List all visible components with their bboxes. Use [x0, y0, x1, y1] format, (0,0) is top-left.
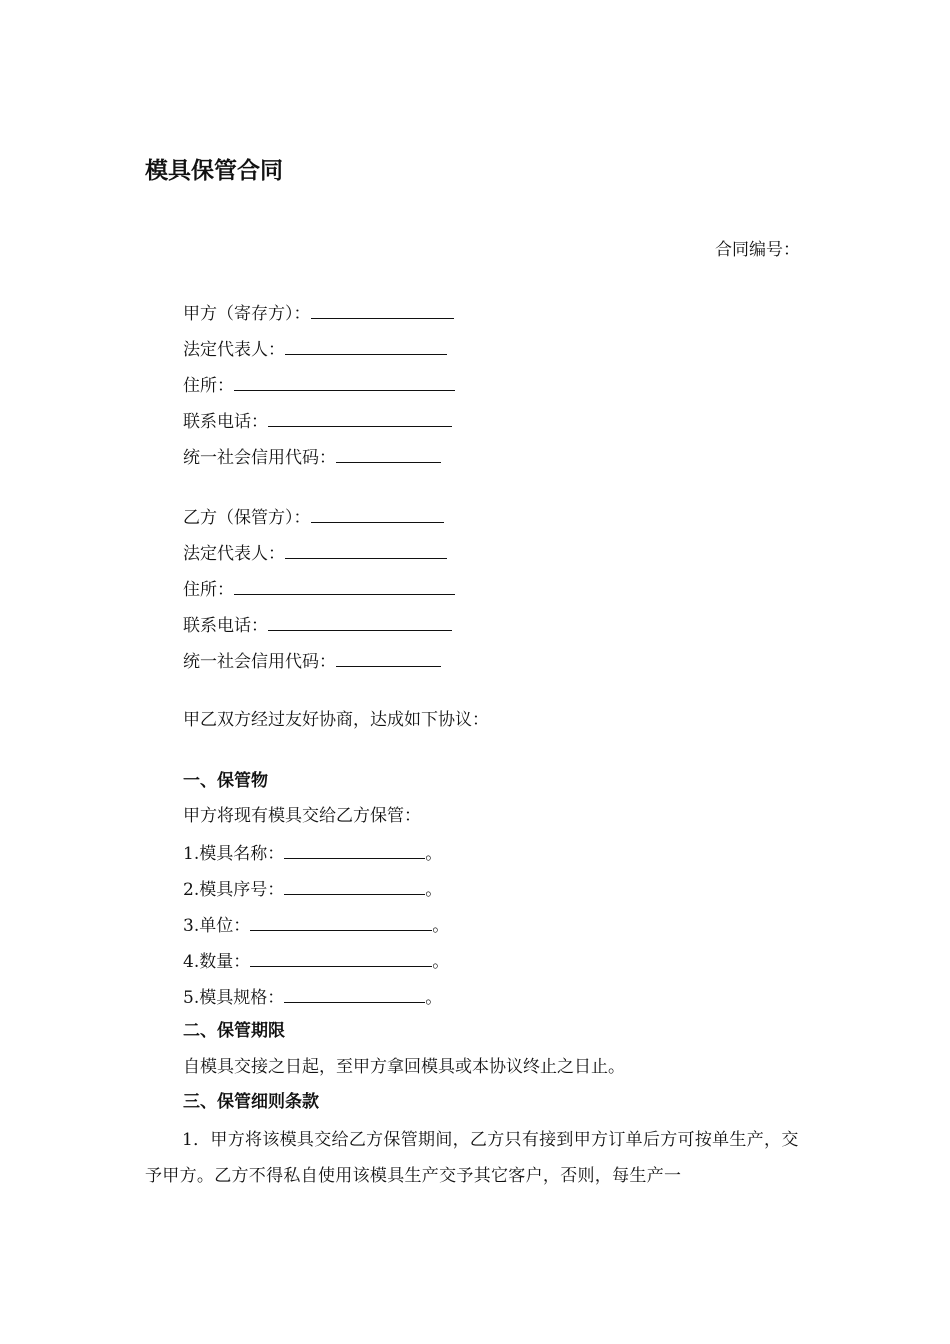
party-a-credit-code-blank[interactable] [336, 442, 441, 463]
item-label: 1.模具名称： [183, 844, 285, 864]
party-a-legal-rep-blank[interactable] [285, 334, 447, 355]
party-b-legal-rep-blank[interactable] [285, 538, 447, 559]
intro-text: 甲乙双方经过友好协商，达成如下协议： [183, 710, 489, 730]
party-b-credit-code-blank[interactable] [336, 646, 441, 667]
item-row-quantity [183, 946, 449, 976]
party-a-phone-row [183, 406, 452, 436]
party-a-address-label: 住所： [183, 376, 234, 396]
party-b-heading: 乙方（保管方）： [183, 508, 311, 528]
item-blank[interactable] [250, 946, 432, 967]
party-a-blank[interactable] [311, 298, 454, 319]
item-blank[interactable] [250, 910, 432, 931]
party-b-legal-rep-label: 法定代表人： [183, 544, 285, 564]
item-label: 5.模具规格： [183, 988, 285, 1008]
item-row-mold-serial [183, 874, 442, 904]
item-end: 。 [432, 916, 450, 936]
party-b-phone-row [183, 610, 452, 640]
item-end: 。 [425, 844, 443, 864]
section3-clause1: 1．甲方将该模具交给乙方保管期间，乙方只有接到甲方订单后方可按单生产，交予甲方。乙方不得私自使用该模具生产交予其它客户，否则，每生产一 [145, 1130, 799, 1186]
item-row-spec [183, 982, 442, 1012]
section1-lead: 甲方将现有模具交给乙方保管： [183, 806, 421, 826]
contract-number-label: 合同编号： [715, 240, 800, 260]
party-a-address-row [183, 370, 455, 400]
item-label: 4.数量： [183, 952, 251, 972]
party-b-legal-rep-row [183, 538, 447, 568]
party-a-legal-rep-row [183, 334, 447, 364]
page-title: 模具保管合同 [145, 158, 283, 184]
item-blank[interactable] [284, 874, 425, 895]
party-b-credit-code-row [183, 646, 441, 676]
party-b-address-label: 住所： [183, 580, 234, 600]
party-b-credit-code-label: 统一社会信用代码： [183, 652, 336, 672]
section3-heading: 三、保管细则条款 [183, 1092, 319, 1112]
item-blank[interactable] [284, 838, 425, 859]
party-b-blank[interactable] [311, 502, 444, 523]
party-b-address-blank[interactable] [234, 574, 455, 595]
section2-text: 自模具交接之日起，至甲方拿回模具或本协议终止之日止。 [183, 1057, 625, 1077]
party-a-phone-label: 联系电话： [183, 412, 268, 432]
section1-heading: 一、保管物 [183, 771, 268, 791]
party-a-phone-blank[interactable] [268, 406, 452, 427]
item-label: 3.单位： [183, 916, 251, 936]
party-b-address-row [183, 574, 455, 604]
party-a-heading-row [183, 298, 454, 328]
item-row-mold-name [183, 838, 442, 868]
party-b-phone-blank[interactable] [268, 610, 452, 631]
party-b-phone-label: 联系电话： [183, 616, 268, 636]
item-end: 。 [432, 952, 450, 972]
item-end: 。 [425, 988, 443, 1008]
item-row-unit [183, 910, 449, 940]
party-a-credit-code-label: 统一社会信用代码： [183, 448, 336, 468]
section2-heading: 二、保管期限 [183, 1021, 285, 1041]
item-blank[interactable] [284, 982, 425, 1003]
party-a-heading: 甲方（寄存方）： [183, 304, 311, 324]
party-a-credit-code-row [183, 442, 441, 472]
item-end: 。 [425, 880, 443, 900]
party-a-legal-rep-label: 法定代表人： [183, 340, 285, 360]
item-label: 2.模具序号： [183, 880, 285, 900]
party-b-heading-row [183, 502, 444, 532]
party-a-address-blank[interactable] [234, 370, 455, 391]
